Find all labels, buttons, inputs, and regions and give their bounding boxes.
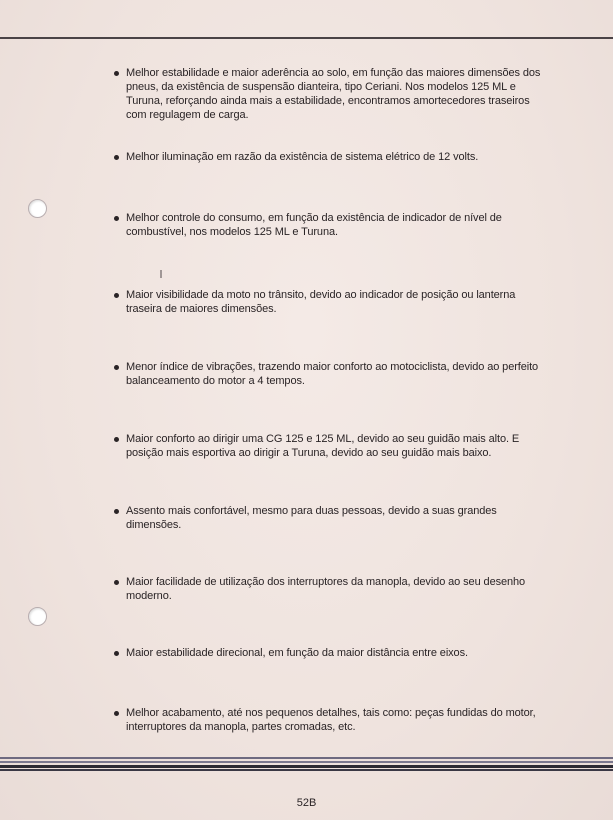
bullet-text: Maior estabilidade direcional, em função da maior distância entre eixos. [126, 647, 468, 659]
bullet-item [114, 288, 544, 316]
bullet-dot-icon [114, 365, 119, 370]
bullet-text: Melhor controle do consumo, em função da existência de indicador de nível de combustível, nos modelos 125 ML e Turuna. [126, 212, 502, 238]
bullet-text: Menor índice de vibrações, trazendo maior conforto ao motociclista, devido ao perfeito balanceamento do motor a 4 tempos. [126, 361, 539, 387]
footer-stripes [0, 757, 613, 773]
bullet-dot-icon [114, 216, 119, 221]
bullet-text: Melhor acabamento, até nos pequenos detalhes, tais como: peças fundidas do motor, interruptores da manopla, partes cromadas, etc. [126, 707, 536, 733]
page-number: 52B [296, 797, 317, 809]
bullet-dot-icon [114, 711, 119, 716]
bullet-dot-icon [114, 651, 119, 656]
footer-stripe [0, 757, 613, 759]
footer-stripe [0, 765, 613, 768]
bullet-item [114, 360, 544, 388]
bullet-text: Melhor estabilidade e maior aderência ao solo, em função das maiores dimensões dos pneus, da existência de suspensão dianteira, tipo Ceriani. Nos modelos 125 ML e Turuna, reforçando ainda mais a estabilidade, encontramos amortecedores traseiros com regulagem de carga. [126, 67, 541, 121]
bullet-item [114, 150, 544, 164]
bullet-text: Maior conforto ao dirigir uma CG 125 e 125 ML, devido ao seu guidão mais alto. E posição mais esportiva ao dirigir a Turuna, devido ao seu guidão mais baixo. [126, 433, 520, 459]
bullet-dot-icon [114, 293, 119, 298]
bullet-item [114, 432, 544, 460]
bullet-dot-icon [114, 155, 119, 160]
bullet-item [114, 66, 544, 122]
bullet-dot-icon [114, 509, 119, 514]
bullet-text: Maior visibilidade da moto no trânsito, devido ao indicador de posição ou lanterna traseira de maiores dimensões. [126, 289, 516, 315]
bullet-text: Maior facilidade de utilização dos interruptores da manopla, devido ao seu desenho moderno. [126, 576, 526, 602]
bullet-dot-icon [114, 71, 119, 76]
bullet-item [114, 706, 544, 734]
bullet-item [114, 575, 544, 603]
bullet-dot-icon [114, 580, 119, 585]
footer-stripe [0, 769, 613, 771]
bullet-item [114, 504, 544, 532]
bullet-text: Assento mais confortável, mesmo para duas pessoas, devido a suas grandes dimensões. [126, 505, 497, 531]
bullet-dot-icon [114, 437, 119, 442]
footer-stripe [0, 761, 613, 763]
bullet-text: Melhor iluminação em razão da existência de sistema elétrico de 12 volts. [126, 151, 479, 163]
bullet-item [114, 646, 544, 660]
bullet-item [114, 211, 544, 239]
